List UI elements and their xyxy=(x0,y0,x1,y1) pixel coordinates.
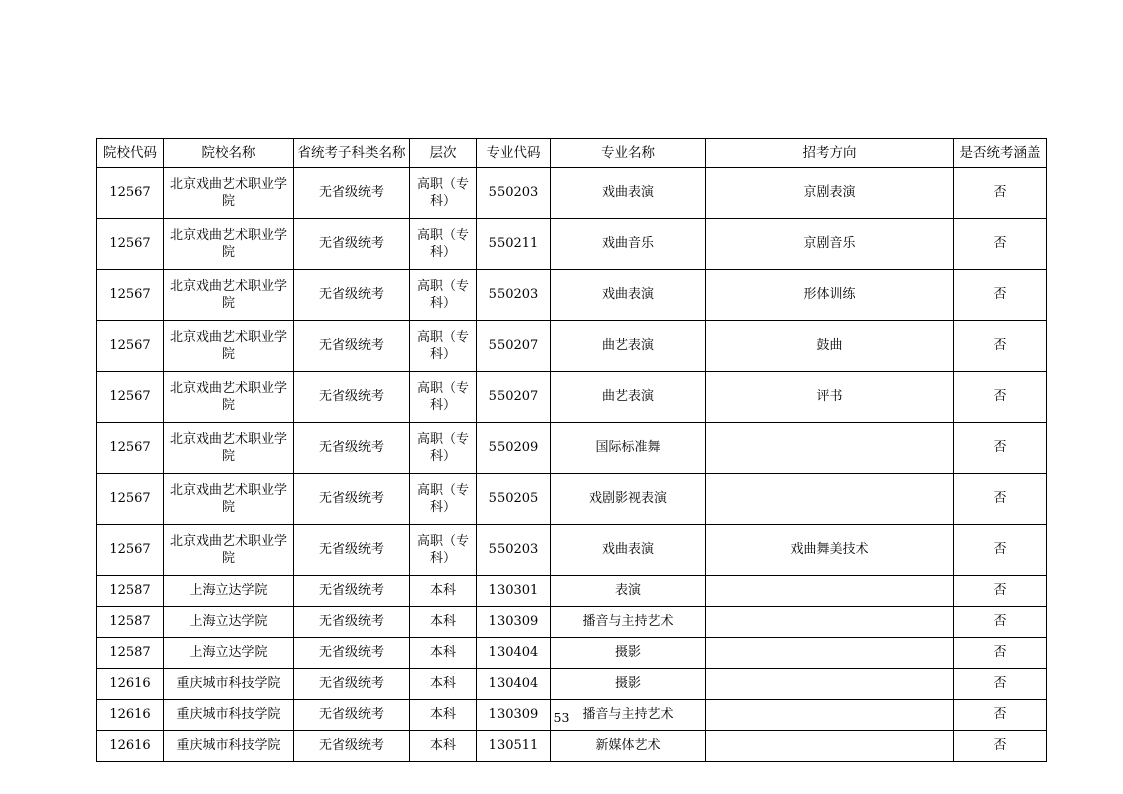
cell-school-name: 北京戏曲艺术职业学院 xyxy=(164,423,294,474)
cell-major-code: 130301 xyxy=(477,576,551,607)
table-row xyxy=(97,576,1047,607)
table-header-row xyxy=(97,139,1047,168)
cell-covered: 否 xyxy=(954,270,1047,321)
cell-direction xyxy=(706,423,954,474)
cell-subject-category: 无省级统考 xyxy=(294,576,410,607)
cell-level: 本科 xyxy=(410,576,477,607)
cell-major-code: 550207 xyxy=(477,372,551,423)
cell-direction xyxy=(706,638,954,669)
cell-major-name: 表演 xyxy=(551,576,706,607)
col-header-covered: 是否统考涵盖 xyxy=(954,139,1047,168)
cell-school-code: 12567 xyxy=(97,372,164,423)
cell-direction xyxy=(706,607,954,638)
cell-school-code: 12616 xyxy=(97,731,164,762)
cell-level: 高职（专科） xyxy=(410,321,477,372)
cell-major-name: 新媒体艺术 xyxy=(551,731,706,762)
page-number: 53 xyxy=(553,710,570,725)
cell-covered: 否 xyxy=(954,576,1047,607)
cell-major-name: 摄影 xyxy=(551,669,706,700)
cell-major-name: 播音与主持艺术 xyxy=(551,607,706,638)
cell-school-code: 12587 xyxy=(97,576,164,607)
cell-major-code: 550209 xyxy=(477,423,551,474)
cell-direction: 戏曲舞美技术 xyxy=(706,525,954,576)
cell-school-name: 上海立达学院 xyxy=(164,576,294,607)
cell-level: 本科 xyxy=(410,700,477,731)
col-header-major-code: 专业代码 xyxy=(477,139,551,168)
cell-school-code: 12587 xyxy=(97,638,164,669)
cell-major-code: 550203 xyxy=(477,525,551,576)
cell-level: 高职（专科） xyxy=(410,423,477,474)
cell-covered: 否 xyxy=(954,607,1047,638)
cell-major-code: 550203 xyxy=(477,168,551,219)
cell-major-code: 130404 xyxy=(477,638,551,669)
table-row xyxy=(97,219,1047,270)
cell-school-name: 重庆城市科技学院 xyxy=(164,669,294,700)
cell-covered: 否 xyxy=(954,372,1047,423)
table-row xyxy=(97,669,1047,700)
cell-school-code: 12616 xyxy=(97,669,164,700)
cell-covered: 否 xyxy=(954,219,1047,270)
cell-level: 高职（专科） xyxy=(410,525,477,576)
cell-major-code: 130511 xyxy=(477,731,551,762)
table-row xyxy=(97,270,1047,321)
cell-subject-category: 无省级统考 xyxy=(294,525,410,576)
col-header-subject-category: 省统考子科类名称 xyxy=(294,139,410,168)
cell-major-name: 戏曲表演 xyxy=(551,525,706,576)
cell-major-name: 摄影 xyxy=(551,638,706,669)
cell-school-code: 12567 xyxy=(97,270,164,321)
cell-direction xyxy=(706,576,954,607)
cell-school-name: 北京戏曲艺术职业学院 xyxy=(164,474,294,525)
cell-subject-category: 无省级统考 xyxy=(294,168,410,219)
cell-school-code: 12567 xyxy=(97,474,164,525)
cell-subject-category: 无省级统考 xyxy=(294,607,410,638)
table-row xyxy=(97,525,1047,576)
cell-covered: 否 xyxy=(954,474,1047,525)
col-header-major-name: 专业名称 xyxy=(551,139,706,168)
cell-covered: 否 xyxy=(954,168,1047,219)
cell-school-name: 上海立达学院 xyxy=(164,638,294,669)
cell-school-name: 北京戏曲艺术职业学院 xyxy=(164,372,294,423)
cell-direction xyxy=(706,731,954,762)
cell-school-name: 北京戏曲艺术职业学院 xyxy=(164,270,294,321)
table-row xyxy=(97,607,1047,638)
cell-school-code: 12567 xyxy=(97,168,164,219)
cell-major-name: 曲艺表演 xyxy=(551,321,706,372)
cell-direction: 鼓曲 xyxy=(706,321,954,372)
cell-level: 本科 xyxy=(410,669,477,700)
majors-table xyxy=(96,138,1047,762)
table-row xyxy=(97,474,1047,525)
cell-covered: 否 xyxy=(954,423,1047,474)
cell-level: 本科 xyxy=(410,731,477,762)
cell-subject-category: 无省级统考 xyxy=(294,731,410,762)
cell-level: 高职（专科） xyxy=(410,270,477,321)
cell-major-code: 130309 xyxy=(477,607,551,638)
cell-subject-category: 无省级统考 xyxy=(294,669,410,700)
col-header-school-name: 院校名称 xyxy=(164,139,294,168)
cell-subject-category: 无省级统考 xyxy=(294,474,410,525)
cell-school-name: 北京戏曲艺术职业学院 xyxy=(164,168,294,219)
cell-direction xyxy=(706,669,954,700)
cell-major-name: 戏曲表演 xyxy=(551,270,706,321)
cell-direction xyxy=(706,474,954,525)
cell-school-name: 重庆城市科技学院 xyxy=(164,731,294,762)
cell-major-name: 戏曲表演 xyxy=(551,168,706,219)
table-row xyxy=(97,423,1047,474)
cell-level: 高职（专科） xyxy=(410,474,477,525)
table-body xyxy=(97,168,1047,762)
cell-major-name: 国际标准舞 xyxy=(551,423,706,474)
cell-subject-category: 无省级统考 xyxy=(294,423,410,474)
cell-major-code: 550211 xyxy=(477,219,551,270)
cell-major-code: 550207 xyxy=(477,321,551,372)
col-header-direction: 招考方向 xyxy=(706,139,954,168)
cell-school-code: 12567 xyxy=(97,219,164,270)
cell-level: 本科 xyxy=(410,638,477,669)
cell-major-name: 戏曲音乐 xyxy=(551,219,706,270)
cell-direction: 评书 xyxy=(706,372,954,423)
cell-level: 高职（专科） xyxy=(410,219,477,270)
cell-covered: 否 xyxy=(954,669,1047,700)
table-row xyxy=(97,168,1047,219)
cell-subject-category: 无省级统考 xyxy=(294,219,410,270)
cell-school-code: 12567 xyxy=(97,423,164,474)
cell-school-code: 12616 xyxy=(97,700,164,731)
cell-level: 高职（专科） xyxy=(410,168,477,219)
table-row xyxy=(97,321,1047,372)
cell-school-code: 12567 xyxy=(97,525,164,576)
cell-covered: 否 xyxy=(954,731,1047,762)
cell-major-code: 550205 xyxy=(477,474,551,525)
cell-school-name: 北京戏曲艺术职业学院 xyxy=(164,525,294,576)
cell-major-code: 130309 xyxy=(477,700,551,731)
cell-subject-category: 无省级统考 xyxy=(294,638,410,669)
cell-level: 高职（专科） xyxy=(410,372,477,423)
cell-school-name: 北京戏曲艺术职业学院 xyxy=(164,321,294,372)
cell-direction: 京剧表演 xyxy=(706,168,954,219)
majors-table-container xyxy=(96,138,1041,762)
cell-major-name: 戏剧影视表演 xyxy=(551,474,706,525)
table-row xyxy=(97,372,1047,423)
cell-subject-category: 无省级统考 xyxy=(294,270,410,321)
table-header xyxy=(97,139,1047,168)
cell-school-code: 12587 xyxy=(97,607,164,638)
cell-school-name: 北京戏曲艺术职业学院 xyxy=(164,219,294,270)
cell-covered: 否 xyxy=(954,525,1047,576)
cell-direction: 京剧音乐 xyxy=(706,219,954,270)
cell-subject-category: 无省级统考 xyxy=(294,321,410,372)
cell-covered: 否 xyxy=(954,638,1047,669)
cell-subject-category: 无省级统考 xyxy=(294,700,410,731)
cell-major-name: 曲艺表演 xyxy=(551,372,706,423)
table-row xyxy=(97,638,1047,669)
table-row xyxy=(97,731,1047,762)
cell-covered: 否 xyxy=(954,700,1047,731)
cell-school-name: 上海立达学院 xyxy=(164,607,294,638)
cell-direction: 形体训练 xyxy=(706,270,954,321)
cell-major-code: 130404 xyxy=(477,669,551,700)
cell-major-name: 播音与主持艺术 xyxy=(551,700,706,731)
col-header-level: 层次 xyxy=(410,139,477,168)
cell-level: 本科 xyxy=(410,607,477,638)
cell-school-code: 12567 xyxy=(97,321,164,372)
cell-major-code: 550203 xyxy=(477,270,551,321)
cell-subject-category: 无省级统考 xyxy=(294,372,410,423)
col-header-school-code: 院校代码 xyxy=(97,139,164,168)
cell-school-name: 重庆城市科技学院 xyxy=(164,700,294,731)
cell-covered: 否 xyxy=(954,321,1047,372)
